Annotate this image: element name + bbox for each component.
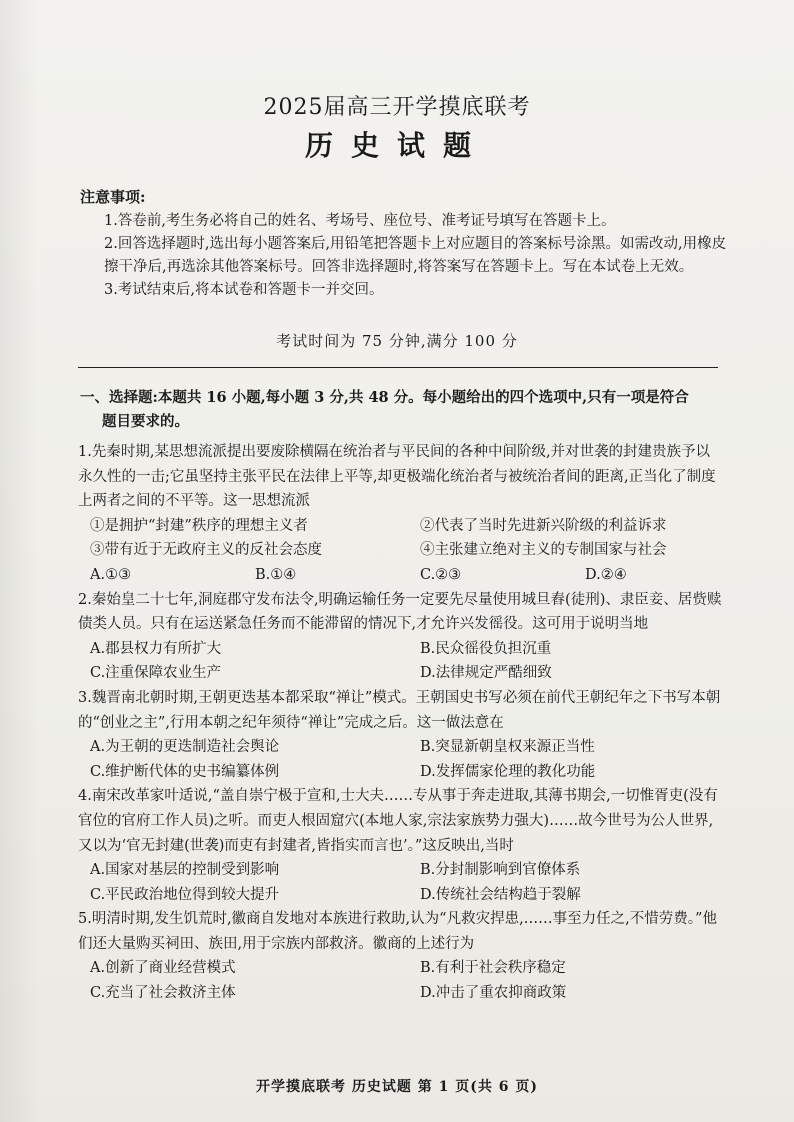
option-list — [78, 563, 724, 588]
option-list — [78, 956, 724, 1005]
option-b: B.有利于社会秩序稳定 — [420, 960, 566, 977]
question-3 — [78, 686, 724, 784]
option-list — [78, 637, 724, 686]
option-b: B.①④ — [255, 566, 297, 583]
questions — [78, 440, 724, 1006]
option-c: C.②③ — [420, 566, 462, 583]
option-b: B.分封制影响到官僚体系 — [420, 862, 581, 879]
exam-time: 考试时间为 75 分钟,满分 100 分 — [276, 332, 518, 350]
question-stem: 3.魏晋南北朝时期,王朝更迭基本都采取“禅让”模式。王朝国史书写必须在前代王朝纪年之下书写本朝的“创业之主”,行用本朝之纪年须待“禅让”完成之后。这一做法意在 — [78, 689, 721, 731]
question-4 — [78, 784, 724, 907]
notice-list — [104, 210, 734, 302]
notice-item: 2.回答选择题时,选出每小题答案后,用铅笔把答题卡上对应题目的答案标号涂黑。如需改动,用橡皮擦干净后,再选涂其他答案标号。回答非选择题时,将答案写在答题卡上。写在本试卷上无效。 — [104, 236, 727, 275]
question-stem: 1.先秦时期,某思想流派提出要废除横隔在统治者与平民间的各种中间阶级,并对世袭的封建贵族予以永久性的一击;它虽坚持主张平民在法律上平等,却更极端化统治者与被统治者间的距离,正当化了制度上两者之间的不平等。这一思想流派 — [78, 444, 716, 510]
option-a: A.国家对基层的控制受到影响 — [90, 862, 280, 879]
question-stem: 4.南宋改革家叶适说,“盖自崇宁极于宣和,士大夫……专从事于奔走进取,其薄书期会,一切惟胥吏(没有官位的官府工作人员)之听。而吏人根固窟穴(本地人家,宗法家族势力强大)……故今世号为公人世界,又以为‘官无封建(世袭)而吏有封建者,皆指实而言也’。”这反映出,当时 — [78, 788, 718, 854]
option-a: A.创新了商业经营模式 — [90, 960, 236, 977]
question-stem: 5.明清时期,发生饥荒时,徽商自发地对本族进行救助,认为“凡救灾捍患,……事至力任之,不惜劳费。”他们还大量购买祠田、族田,用于宗族内部救济。徽商的上述行为 — [78, 911, 717, 952]
section-intro-line1: 一、选择题:本题共 16 小题,每小题 3 分,共 48 分。每小题给出的四个选项中,只有一项是符合 — [80, 389, 689, 406]
notice-heading: 注意事项: — [80, 188, 146, 206]
section-intro — [80, 386, 720, 434]
question-stem: 2.秦始皇二十七年,洞庭郡守发布法令,明确运输任务一定要先尽量使用城旦舂(徒刑)、隶臣妾、居赀赎债类人员。只有在运送紧急任务而不能滞留的情况下,才允许兴发徭役。这可用于说明当地 — [78, 591, 722, 633]
option-list — [78, 858, 724, 907]
question-1 — [78, 440, 724, 588]
section-intro-line2: 题目要求的。 — [102, 413, 189, 430]
exam-name: 2025届高三开学摸底联考 — [263, 95, 531, 120]
page-shadow — [0, 0, 40, 1122]
statement-list — [78, 514, 724, 563]
option-d: D.传统社会结构趋于裂解 — [420, 886, 581, 903]
subject-title: 历史试题 — [304, 129, 489, 162]
notice-item: 1.答卷前,考生务必将自己的姓名、考场号、座位号、准考证号填写在答题卡上。 — [104, 213, 616, 229]
statement: ①是拥护“封建”秩序的理想主义者 — [90, 517, 308, 534]
option-a: A.为王朝的更迭制造社会舆论 — [90, 739, 280, 756]
option-a: A.郡县权力有所扩大 — [90, 640, 222, 657]
option-c: C.维护断代体的史书编纂体例 — [90, 763, 280, 780]
page-footer: 开学摸底联考 历史试题 第 1 页(共 6 页) — [256, 1079, 538, 1095]
option-b: B.突显新朝皇权来源正当性 — [420, 739, 595, 756]
statement: ④主张建立绝对主义的专制国家与社会 — [420, 542, 667, 559]
option-list — [78, 735, 724, 784]
statement: ②代表了当时先进新兴阶级的利益诉求 — [420, 517, 667, 534]
option-d: D.冲击了重农抑商政策 — [420, 985, 567, 1002]
option-d: D.发挥儒家伦理的教化功能 — [420, 763, 596, 780]
option-d: D.法律规定严酷细致 — [420, 665, 552, 682]
question-5 — [78, 907, 724, 1005]
option-b: B.民众徭役负担沉重 — [420, 640, 552, 657]
divider — [78, 367, 718, 368]
question-2 — [78, 588, 724, 686]
option-c: C.充当了社会救济主体 — [90, 985, 236, 1002]
option-d: D.②④ — [585, 566, 627, 583]
option-c: C.平民政治地位得到较大提升 — [90, 886, 280, 903]
option-a: A.①③ — [90, 566, 132, 583]
option-c: C.注重保障农业生产 — [90, 665, 222, 682]
notice-item: 3.考试结束后,将本试卷和答题卡一并交回。 — [104, 282, 384, 298]
statement: ③带有近于无政府主义的反社会态度 — [90, 542, 322, 559]
